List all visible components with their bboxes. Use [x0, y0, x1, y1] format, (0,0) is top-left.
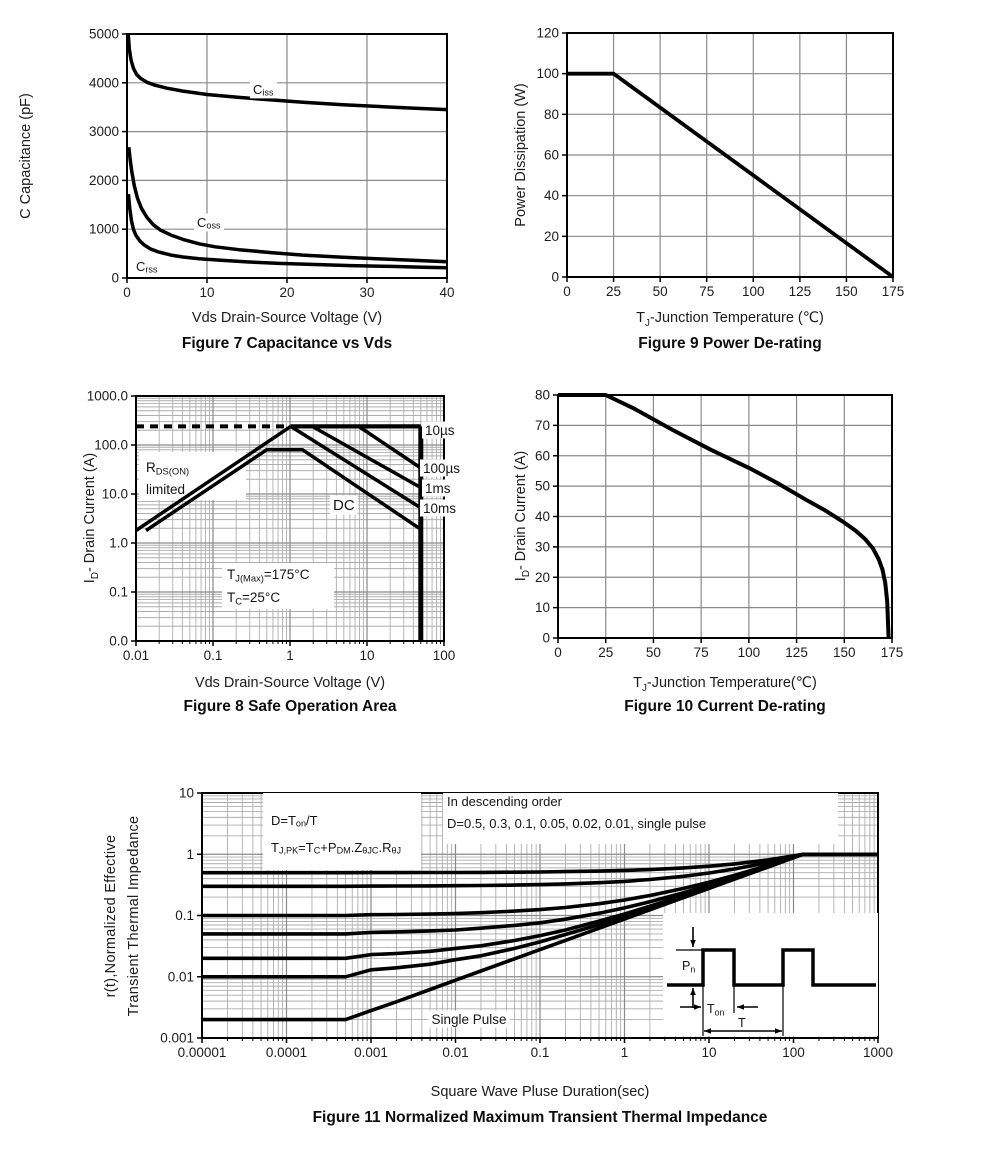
svg-text:30: 30	[534, 539, 550, 555]
svg-text:1ms: 1ms	[425, 480, 451, 496]
fig9-series-power_derating	[567, 74, 893, 277]
svg-text:D=Ton/T: $D=T_{on}/T$	[271, 812, 318, 829]
fig9-y-axis-label: Power Dissipation (W)	[513, 83, 529, 227]
svg-text:0.1: 0.1	[530, 1045, 550, 1060]
svg-text:50: 50	[534, 478, 550, 494]
svg-text:20: 20	[543, 228, 559, 244]
svg-text:D=0.5, 0.3, 0.1, 0.05, 0.02, 0: D=0.5, 0.3, 0.1, 0.05, 0.02, 0.01, single pulse	[447, 815, 707, 831]
svg-text:0.01: 0.01	[122, 648, 150, 663]
svg-text:100µs: 100µs	[423, 460, 461, 476]
svg-text:TC=25°C: $T_C=25^\circ C$	[227, 589, 281, 606]
fig10-grid-major	[558, 395, 892, 638]
svg-text:4000: 4000	[88, 75, 119, 91]
fig11-chart	[160, 786, 893, 1061]
fig9-ticks	[536, 26, 904, 300]
svg-text:1000: 1000	[862, 1045, 894, 1060]
svg-text:70: 70	[534, 417, 550, 433]
svg-text:RDS(ON): $R_{DS(ON)}$	[146, 459, 190, 476]
svg-text:0: 0	[563, 284, 571, 299]
svg-text:0: 0	[123, 285, 131, 300]
svg-text:0: 0	[551, 269, 559, 285]
svg-text:10: 10	[199, 285, 215, 300]
svg-text:Single Pulse: Single Pulse	[431, 1011, 507, 1027]
svg-text:75: 75	[693, 645, 709, 660]
fig10-y-axis-label: $I_D-$ Drain Current (A)	[513, 450, 532, 582]
svg-text:30: 30	[359, 285, 375, 300]
fig10-chart	[535, 388, 903, 661]
svg-text:Pn: $P_n$	[682, 959, 696, 975]
fig7-grid-major	[127, 34, 447, 278]
svg-text:50: 50	[645, 645, 661, 660]
svg-text:25: 25	[606, 284, 622, 299]
svg-text:0.1: 0.1	[175, 908, 194, 923]
svg-text:10µs: 10µs	[425, 422, 455, 438]
svg-text:10: 10	[534, 600, 550, 616]
svg-text:20: 20	[534, 569, 550, 585]
svg-text:0: 0	[554, 645, 562, 660]
svg-text:1000.0: 1000.0	[86, 388, 128, 404]
svg-text:Ciss: $C_{iss}$	[253, 81, 274, 98]
svg-text:TJ,PK=TC+PDM.ZθJC.RθJ: $T_{J,PK}=T_C+P_{DM}.Z_{\theta JC}.R_{\theta J}$	[271, 839, 402, 856]
svg-text:1: 1	[186, 846, 194, 862]
svg-text:Ton: $T_{on}$	[707, 1002, 725, 1018]
fig10-x-axis-label: $T_J$-Junction Temperature(℃)	[633, 675, 817, 694]
svg-text:40: 40	[534, 509, 550, 524]
svg-text:10ms: 10ms	[423, 500, 457, 516]
svg-text:40: 40	[439, 285, 455, 300]
svg-text:0.0: 0.0	[109, 633, 128, 649]
svg-text:60: 60	[534, 448, 550, 464]
svg-text:0.0001: 0.0001	[265, 1045, 308, 1060]
svg-text:TJ(Max)=175°C: $T_{J(Max)}=175^\circ C$	[227, 566, 310, 583]
svg-text:100: 100	[536, 66, 559, 82]
svg-text:100: 100	[432, 648, 456, 663]
fig9-series	[567, 74, 893, 277]
svg-text:1: 1	[620, 1045, 629, 1060]
svg-text:1.0: 1.0	[109, 535, 128, 551]
svg-text:100.0: 100.0	[94, 437, 128, 453]
svg-text:120: 120	[536, 25, 559, 41]
fig8-caption: Figure 8 Safe Operation Area	[183, 698, 397, 715]
svg-text:50: 50	[652, 284, 668, 299]
svg-text:0.01: 0.01	[442, 1045, 469, 1060]
fig11-caption: Figure 11 Normalized Maximum Transient Thermal Impedance	[312, 1109, 768, 1126]
fig7-y-axis-label: C Capacitance (pF)	[18, 93, 34, 219]
svg-text:2000: 2000	[88, 172, 119, 188]
fig7-series-Crss	[128, 194, 447, 268]
svg-text:0: 0	[111, 270, 119, 286]
fig11-y-axis-label-line1: r(t),Normalized Effective	[103, 834, 119, 998]
svg-text:25: 25	[598, 645, 614, 660]
svg-text:T: T	[738, 1016, 746, 1030]
svg-text:100: 100	[737, 645, 761, 660]
svg-text:0.00001: 0.00001	[177, 1045, 227, 1060]
fig11-y-axis-label-line2: Transient Thermal Impedance	[126, 815, 142, 1017]
svg-text:100: 100	[742, 284, 765, 299]
svg-text:150: 150	[833, 645, 856, 660]
svg-text:75: 75	[699, 284, 715, 299]
svg-text:175: 175	[880, 645, 904, 660]
fig7-caption: Figure 7 Capacitance vs Vds	[181, 335, 393, 352]
fig8-x-axis-label: Vds Drain-Source Voltage (V)	[194, 675, 386, 691]
fig8-y-axis-label: $I_D-$ Drain Current (A)	[82, 452, 101, 584]
svg-text:1000: 1000	[88, 221, 119, 237]
svg-text:0: 0	[542, 630, 550, 646]
fig7-x-axis-label: Vds Drain-Source Voltage (V)	[191, 310, 383, 326]
svg-text:In descending order: In descending order	[447, 793, 562, 809]
svg-text:100: 100	[782, 1045, 805, 1060]
svg-text:125: 125	[788, 284, 812, 299]
fig11-x-axis-label: Square Wave Pluse Duration(sec)	[430, 1084, 650, 1100]
fig9-caption: Figure 9 Power De-rating	[638, 335, 822, 352]
svg-text:10.0: 10.0	[101, 486, 128, 502]
svg-text:DC: DC	[333, 496, 355, 514]
svg-text:10: 10	[701, 1045, 717, 1060]
svg-text:20: 20	[279, 285, 295, 300]
fig7-chart	[89, 27, 455, 301]
svg-text:Coss: $C_{oss}$	[197, 214, 221, 231]
svg-text:0.001: 0.001	[354, 1045, 388, 1060]
fig9-x-axis-label: $T_J$-Junction Temperature (℃)	[636, 310, 824, 329]
pulse-waveform-diagram	[663, 913, 878, 1036]
svg-text:Crss: $C_{rss}$	[136, 258, 158, 275]
svg-text:0.01: 0.01	[167, 969, 194, 985]
svg-text:10: 10	[178, 785, 194, 801]
svg-text:0.001: 0.001	[160, 1030, 194, 1046]
svg-text:3000: 3000	[88, 124, 119, 140]
svg-text:150: 150	[835, 284, 858, 299]
svg-text:5000: 5000	[88, 26, 119, 42]
svg-text:0.1: 0.1	[203, 648, 223, 663]
svg-text:175: 175	[881, 284, 905, 299]
svg-text:40: 40	[543, 188, 559, 204]
fig8-chart	[87, 389, 464, 664]
fig10-caption: Figure 10 Current De-rating	[624, 698, 826, 715]
svg-text:1: 1	[286, 648, 294, 663]
fig9-chart	[536, 26, 904, 300]
svg-text:80: 80	[534, 387, 550, 403]
svg-text:0.1: 0.1	[109, 584, 128, 600]
fig7-series-Coss	[129, 147, 447, 262]
svg-text:80: 80	[543, 106, 559, 122]
svg-text:125: 125	[785, 645, 808, 660]
svg-text:limited: limited	[146, 481, 186, 497]
svg-text:60: 60	[543, 147, 559, 163]
svg-text:10: 10	[359, 648, 375, 663]
